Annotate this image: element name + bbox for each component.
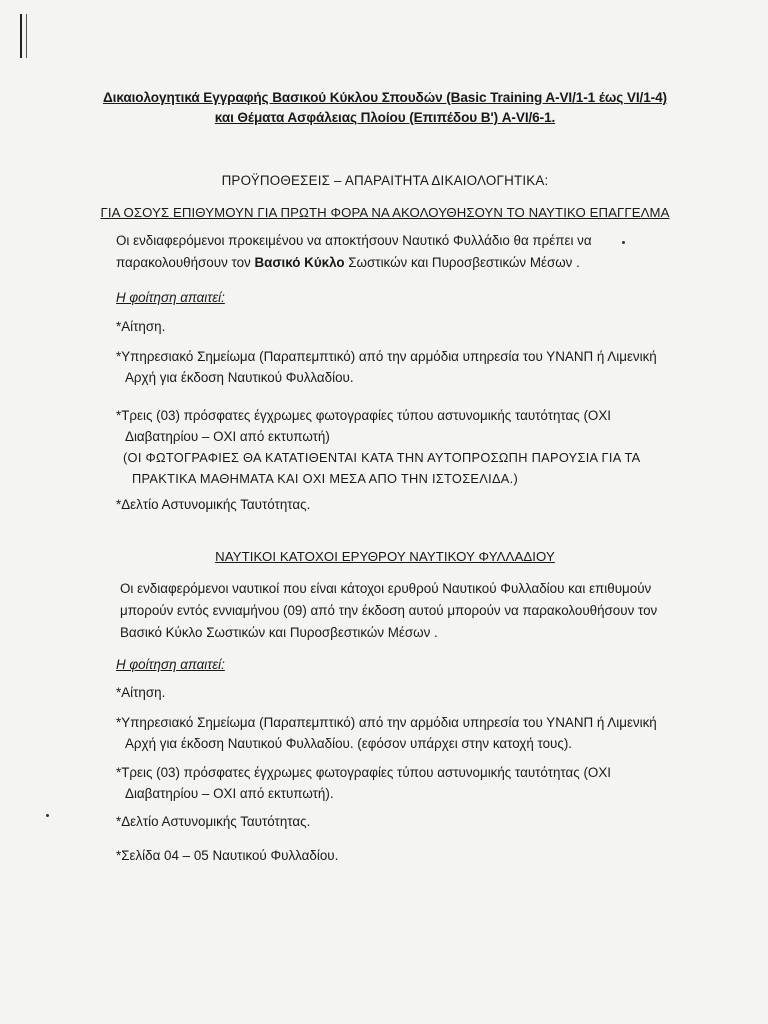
section2-heading: ΝΑΥΤΙΚΟΙ ΚΑΤΟΧΟΙ ΕΡΥΘΡΟΥ ΝΑΥΤΙΚΟΥ ΦΥΛΛΑΔΙΟΥ (215, 549, 555, 564)
section1-photos-note-line1: (ΟΙ ΦΩΤΟΓΡΑΦΙΕΣ ΘΑ ΚΑΤΑΤΙΘΕΝΤΑΙ ΚΑΤΑ ΤΗΝ ΑΥΤΟΠΡΟΣΩΠΗ ΠΑΡΟΥΣΙΑ ΓΙΑ ΤΑ (123, 450, 641, 465)
section1-item-photos-line2: Διαβατηρίου – ΟΧΙ από εκτυπωτή) (125, 429, 330, 444)
section2-item-photos-line1: *Τρεις (03) πρόσφατες έγχρωμες φωτογραφίες τύπου αστυνομικής ταυτότητας (ΟΧΙ (116, 765, 611, 780)
section2-item-application: *Αίτηση. (116, 685, 166, 700)
section1-intro (116, 230, 656, 274)
section1-intro-part1: Οι ενδιαφερόμενοι προκειμένου να αποκτήσουν Ναυτικό Φυλλάδιο θα πρέπει να παρακολουθήσουν τον (116, 233, 592, 270)
section1-item-referral (116, 346, 676, 388)
section2-item-id-card: *Δελτίο Αστυνομικής Ταυτότητας. (116, 814, 311, 829)
section1-item-photos-line1: *Τρεις (03) πρόσφατες έγχρωμες φωτογραφίες τύπου αστυνομικής ταυτότητας (ΟΧΙ (116, 408, 611, 423)
requirements-heading: ΠΡΟΫΠΟΘΕΣΕΙΣ – ΑΠΑΡΑΙΤΗΤΑ ΔΙΚΑΙΟΛΟΓΗΤΙΚΑ: (221, 173, 549, 188)
section1-attendance-label: Η φοίτηση απαιτεί: (116, 290, 225, 305)
section2-item-photos (116, 762, 676, 804)
section1-item-id-card: *Δελτίο Αστυνομικής Ταυτότητας. (116, 497, 311, 512)
section2-intro: Οι ενδιαφερόμενοι ναυτικοί που είναι κάτοχοι ερυθρού Ναυτικού Φυλλαδίου και επιθυμούν μπορούν εντός εννιαμήνου (09) από την έκδοση αυτού μπορούν να παρακολουθήσουν τον Βασικό Κύκλο Σωστικών και Πυροσβεστικών Μέσων . (120, 581, 658, 640)
scan-edge-mark (20, 14, 27, 58)
section1-intro-part2: Σωστικών και Πυροσβεστικών Μέσων . (344, 255, 580, 270)
scan-speck (46, 814, 49, 817)
section1-item-referral-line1: *Υπηρεσιακό Σημείωμα (Παραπεμπτικό) από την αρμόδια υπηρεσία του ΥΝΑΝΠ ή Λιμενική (116, 349, 657, 364)
section1-heading: ΓΙΑ ΟΣΟΥΣ ΕΠΙΘΥΜΟΥΝ ΓΙΑ ΠΡΩΤΗ ΦΟΡΑ ΝΑ ΑΚΟΛΟΥΘΗΣΟΥΝ ΤΟ ΝΑΥΤΙΚΟ ΕΠΑΓΓΕΛΜΑ (100, 205, 670, 220)
section2-item-referral-line1: *Υπηρεσιακό Σημείωμα (Παραπεμπτικό) από την αρμόδια υπηρεσία του ΥΝΑΝΠ ή Λιμενική (116, 715, 657, 730)
section2-attendance-label: Η φοίτηση απαιτεί: (116, 657, 225, 672)
section2-item-photos-line2: Διαβατηρίου – ΟΧΙ από εκτυπωτή). (125, 786, 334, 801)
section2-item-booklet-pages: *Σελίδα 04 – 05 Ναυτικού Φυλλαδίου. (116, 848, 339, 863)
section2-item-referral-line2: Αρχή για έκδοση Ναυτικού Φυλλαδίου. (εφόσον υπάρχει στην κατοχή τους). (125, 736, 572, 751)
document-title-line1: Δικαιολογητικά Εγγραφής Βασικού Κύκλου Σπουδών (Basic Training A-VI/1-1 έως VI/1-4) (103, 90, 667, 105)
section1-item-referral-line2: Αρχή για έκδοση Ναυτικού Φυλλαδίου. (125, 370, 354, 385)
document-title-line2: και Θέματα Ασφάλειας Πλοίου (Επιπέδου Β') A-VI/6-1. (214, 110, 556, 125)
section1-photos-note-line2: ΠΡΑΚΤΙΚΑ ΜΑΘΗΜΑΤΑ ΚΑΙ ΟΧΙ ΜΕΣΑ ΑΠΟ ΤΗΝ ΙΣΤΟΣΕΛΙΔΑ.) (132, 471, 519, 486)
section1-item-photos (116, 405, 676, 489)
section2-item-referral (116, 712, 676, 754)
section1-item-application: *Αίτηση. (116, 319, 166, 334)
section1-intro-bold: Βασικό Κύκλο (254, 255, 345, 270)
